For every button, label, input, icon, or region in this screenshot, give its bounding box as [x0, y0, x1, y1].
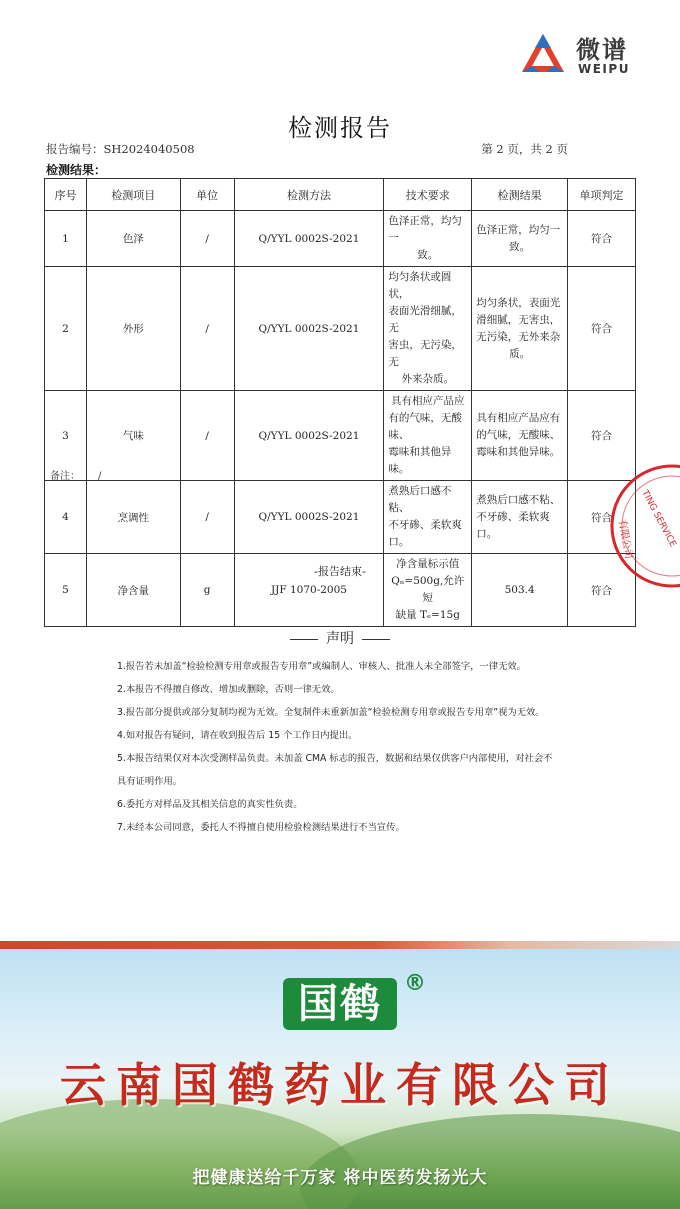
- cell-verdict: 符合: [568, 481, 636, 554]
- declaration-title: 声明: [0, 628, 680, 648]
- cell-requirement: 净含量标示值 Qₙ=500g,允许短 缺量 Tₑ=15g: [384, 554, 472, 627]
- results-label: 检测结果：: [46, 163, 107, 177]
- company-banner: [0, 949, 680, 1209]
- declaration-item: 1.报告若未加盖“检验检测专用章或报告专用章”或编制人、审核人、批准人未全部签字，一律无效。: [117, 661, 526, 672]
- cell-result: 均匀条状，表面光 滑细腻，无害虫， 无污染，无外来杂 质。: [472, 267, 568, 391]
- cell-method: Q/YYL 0002S-2021: [234, 267, 384, 391]
- page-info: 第 2 页，共 2 页: [481, 142, 568, 156]
- header-method: 检测方法: [234, 179, 384, 211]
- cell-requirement: 煮熟后口感不粘、 不牙碜、柔软爽口。: [384, 481, 472, 554]
- cell-method: Q/YYL 0002S-2021: [234, 391, 384, 481]
- table-row: [45, 211, 636, 267]
- svg-text:TING SERVICE: TING SERVICE: [639, 488, 678, 549]
- declaration-item: 6.委托方对样品及其相关信息的真实性负责。: [117, 799, 303, 810]
- cell-item: 烹调性: [86, 481, 180, 554]
- cell-requirement: 具有相应产品应 有的气味，无酸味、 霉味和其他异味。: [384, 391, 472, 481]
- header-verdict: 单项判定: [568, 179, 636, 211]
- declaration-item: 7.未经本公司同意，委托人不得擅自使用检验检测结果进行不当宣传。: [117, 822, 405, 833]
- cell-result: 503.4: [472, 554, 568, 627]
- cell-result: 色泽正常，均匀一 致。: [472, 211, 568, 267]
- report-end-marker: -报告结束-: [314, 565, 366, 578]
- table-header-row: [45, 179, 636, 211]
- divider: [362, 639, 390, 640]
- cell-no: 4: [45, 481, 87, 554]
- cell-unit: /: [180, 267, 234, 391]
- remark-value: /: [98, 471, 102, 482]
- cell-method: Q/YYL 0002S-2021: [234, 481, 384, 554]
- cell-verdict: 符合: [568, 267, 636, 391]
- cell-item: 净含量: [86, 554, 180, 627]
- cell-no: 1: [45, 211, 87, 267]
- hill-decoration: [300, 1114, 680, 1209]
- declaration-item: 5.本报告结果仅对本次受测样品负责。未加盖 CMA 标志的报告，数据和结果仅供客户内部使用，对社会不: [117, 753, 553, 764]
- declaration-item: 3.报告部分提供或部分复制均视为无效。全复制件未重新加盖“检验检测专用章或报告专用章”视为无效。: [117, 707, 545, 718]
- table-row: [45, 267, 636, 391]
- cell-method: JJF 1070-2005: [234, 554, 384, 627]
- cell-no: 5: [45, 554, 87, 627]
- header-result: 检测结果: [472, 179, 568, 211]
- header-requirement: 技术要求: [384, 179, 472, 211]
- remark: [50, 467, 101, 482]
- banner-stripe: [0, 941, 680, 949]
- cell-verdict: 符合: [568, 391, 636, 481]
- weipu-logo: [520, 30, 644, 80]
- cell-method: Q/YYL 0002S-2021: [234, 211, 384, 267]
- results-table: [44, 178, 636, 627]
- cell-result: 具有相应产品应有 的气味，无酸味、 霉味和其他异味。: [472, 391, 568, 481]
- header-unit: 单位: [180, 179, 234, 211]
- header-item: 检测项目: [86, 179, 180, 211]
- report-number: 报告编号：SH2024040508: [46, 142, 195, 156]
- cell-requirement: 色泽正常，均匀一 致。: [384, 211, 472, 267]
- table-row: [45, 391, 636, 481]
- cell-verdict: 符合: [568, 211, 636, 267]
- cell-verdict: 符合: [568, 554, 636, 627]
- cell-unit: /: [180, 211, 234, 267]
- declaration-item: 4.如对报告有疑问，请在收到报告后 15 个工作日内提出。: [117, 730, 358, 741]
- cell-unit: g: [180, 554, 234, 627]
- logo-chinese-name: 微谱: [576, 36, 628, 64]
- cell-item: 气味: [86, 391, 180, 481]
- cell-requirement: 均匀条状或圆状， 表面光滑细腻，无 害虫，无污染，无 外来杂质。: [384, 267, 472, 391]
- brand-logo: 国鹤: [283, 978, 397, 1030]
- declaration-list: [117, 660, 587, 844]
- document-title: 检测报告: [288, 114, 392, 142]
- cell-unit: /: [180, 481, 234, 554]
- cell-result: 煮熟后口感不粘、 不牙碜、柔软爽口。: [472, 481, 568, 554]
- svg-text:有限公司: 有限公司: [616, 518, 634, 561]
- cell-item: 外形: [86, 267, 180, 391]
- weipu-logo-icon: [520, 32, 566, 78]
- company-slogan: 把健康送给千万家 将中医药发扬光大: [192, 1168, 488, 1188]
- cell-no: 3: [45, 391, 87, 481]
- declaration-item: 2.本报告不得擅自修改、增加或删除，否则一律无效。: [117, 684, 340, 695]
- declaration-item: 具有证明作用。: [117, 776, 183, 787]
- table-row: [45, 481, 636, 554]
- logo-english-name: WEIPU: [578, 62, 630, 76]
- company-name: 云南国鹤药业有限公司: [60, 1058, 620, 1112]
- cell-unit: /: [180, 391, 234, 481]
- divider: [290, 639, 318, 640]
- header-no: 序号: [45, 179, 87, 211]
- cell-no: 2: [45, 267, 87, 391]
- remark-label: 备注：: [50, 471, 80, 482]
- cell-item: 色泽: [86, 211, 180, 267]
- registered-mark: ®: [404, 971, 426, 996]
